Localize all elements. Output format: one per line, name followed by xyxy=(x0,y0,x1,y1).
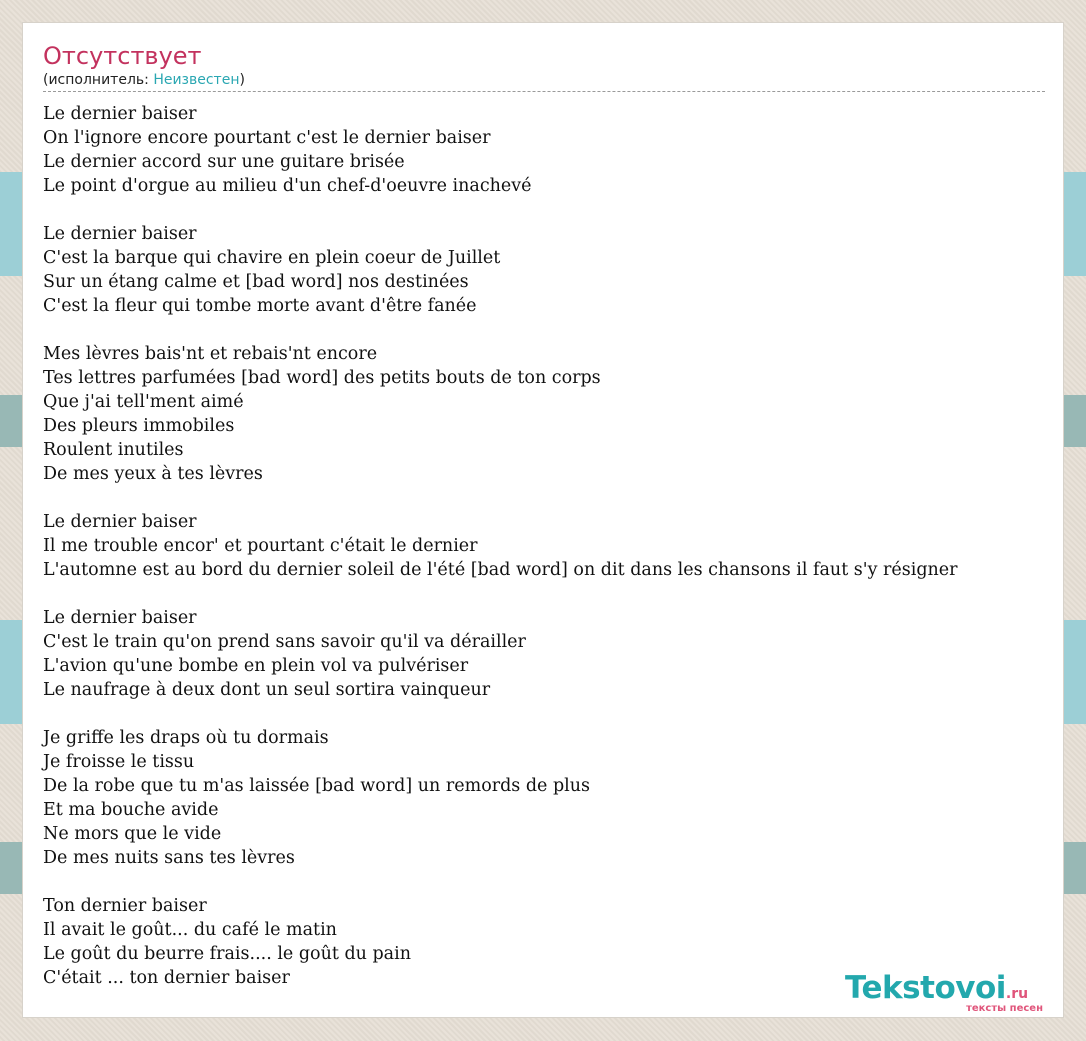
lyrics-card xyxy=(22,22,1064,1018)
site-logo[interactable] xyxy=(845,971,1055,1015)
lyrics-line: Le dernier baiser xyxy=(43,104,197,124)
logo-tagline: тексты песен xyxy=(966,1003,1043,1014)
lyrics-blank-line xyxy=(43,198,1086,222)
lyrics-blank-line xyxy=(43,318,1086,342)
lyrics-line: C'est la barque qui chavire en plein coeur de Juillet xyxy=(43,248,501,268)
lyrics-line: Je froisse le tissu xyxy=(43,752,195,772)
lyrics-line: Tes lettres parfumées [bad word] des petits bouts de ton corps xyxy=(43,368,601,388)
lyrics-line: Le goût du beurre frais.... le goût du pain xyxy=(43,944,411,964)
lyrics-blank-line xyxy=(43,486,1086,510)
artist-suffix: ) xyxy=(239,72,245,88)
lyrics-line: Roulent inutiles xyxy=(43,440,184,460)
lyrics-blank-line xyxy=(43,870,1086,894)
lyrics-line: L'avion qu'une bombe en plein vol va pulvériser xyxy=(43,656,469,676)
lyrics-blank-line xyxy=(43,702,1086,726)
lyrics-line: De la robe que tu m'as laissée [bad word] un remords de plus xyxy=(43,776,591,796)
lyrics-line: De mes nuits sans tes lèvres xyxy=(43,848,295,868)
lyrics-line: Ton dernier baiser xyxy=(43,896,207,916)
logo-tld: .ru xyxy=(1005,986,1029,1002)
lyrics-line: C'est le train qu'on prend sans savoir qu'il va dérailler xyxy=(43,632,526,652)
lyrics-line: Il me trouble encor' et pourtant c'était le dernier xyxy=(43,536,478,556)
lyrics-line: Le naufrage à deux dont un seul sortira vainqueur xyxy=(43,680,491,700)
lyrics-line: Le dernier accord sur une guitare brisée xyxy=(43,152,405,172)
lyrics-line: On l'ignore encore pourtant c'est le dernier baiser xyxy=(43,128,491,148)
artist-prefix: (исполнитель: xyxy=(43,72,154,88)
lyrics-line: Le dernier baiser xyxy=(43,512,197,532)
lyrics-line: Que j'ai tell'ment aimé xyxy=(43,392,244,412)
lyrics-text xyxy=(43,102,1086,990)
lyrics-line: C'est la fleur qui tombe morte avant d'être fanée xyxy=(43,296,477,316)
lyrics-line: Le dernier baiser xyxy=(43,608,197,628)
song-title: Отсутствует xyxy=(43,42,202,70)
lyrics-line: Mes lèvres bais'nt et rebais'nt encore xyxy=(43,344,378,364)
lyrics-line: C'était ... ton dernier baiser xyxy=(43,968,290,988)
lyrics-line: Et ma bouche avide xyxy=(43,800,219,820)
lyrics-line: Le dernier baiser xyxy=(43,224,197,244)
logo-main-text: Tekstovoi xyxy=(845,970,1006,1006)
song-header xyxy=(43,41,1045,92)
lyrics-line: Sur un étang calme et [bad word] nos destinées xyxy=(43,272,469,292)
lyrics-line: De mes yeux à tes lèvres xyxy=(43,464,263,484)
lyrics-line: Des pleurs immobiles xyxy=(43,416,235,436)
artist-link[interactable]: Неизвестен xyxy=(153,72,240,88)
lyrics-line: Je griffe les draps où tu dormais xyxy=(43,728,329,748)
lyrics-line: Ne mors que le vide xyxy=(43,824,222,844)
lyrics-line: L'automne est au bord du dernier soleil de l'été [bad word] on dit dans les chansons il faut s'y résigner xyxy=(43,560,958,580)
lyrics-blank-line xyxy=(43,582,1086,606)
lyrics-line: Il avait le goût... du café le matin xyxy=(43,920,337,940)
artist-line xyxy=(43,71,1045,89)
lyrics-line: Le point d'orgue au milieu d'un chef-d'oeuvre inachevé xyxy=(43,176,532,196)
